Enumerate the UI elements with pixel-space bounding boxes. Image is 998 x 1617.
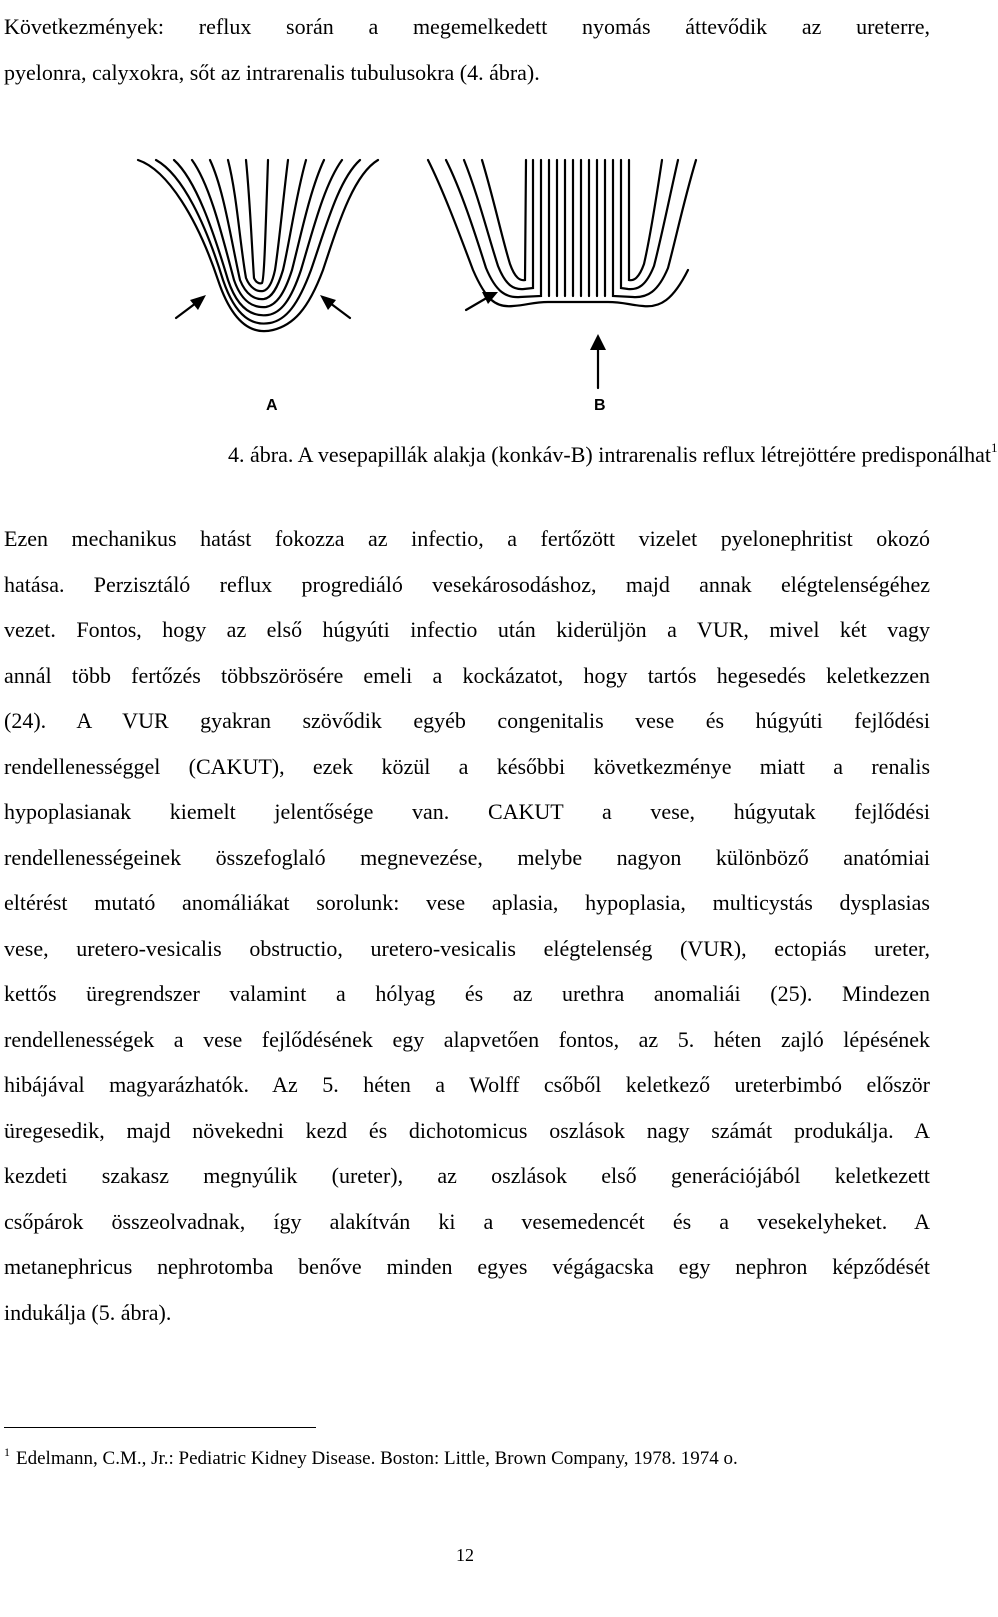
text-line: kezdeti szakasz megnyúlik (ureter), az oszlások első generációjából keletkezett (4, 1163, 930, 1188)
text-line: Következmények: reflux során a megemelkedett nyomás áttevődik az ureterre, (4, 14, 930, 39)
text-line: rendellenességek a vese fejlődésének egy alapvetően fontos, az 5. héten zajló lépésének (4, 1026, 930, 1052)
text-line: hibájával magyarázhatók. Az 5. héten a Wolff csőből keletkező ureterbimbó először (4, 1072, 930, 1097)
text-line: metanephricus nephrotomba benőve minden egyes végágacska egy nephron képződését (4, 1254, 930, 1279)
paragraph-consequences (4, 4, 930, 95)
text-line: pyelonra, calyxokra, sőt az intrarenalis tubulusokra (4. ábra). (4, 59, 540, 85)
text-line: rendellenességeinek összefoglaló megnevezése, melybe nagyon különböző anatómiai (4, 844, 930, 870)
text-line: vese, uretero-vesicalis obstructio, uretero-vesicalis elégtelenség (VUR), ectopiás ureter, (4, 935, 930, 961)
text-line: hypoplasianak kiemelt jelentősége van. CAKUT a vese, húgyutak fejlődési (4, 799, 930, 824)
text-line: vezet. Fontos, hogy az első húgyúti infectio után kiderüljön a VUR, mivel két vagy (4, 617, 930, 642)
text-line: üregesedik, majd növekedni kezd és dichotomicus oszlások nagy számát produkálja. A (4, 1117, 930, 1143)
footnote-divider (4, 1427, 316, 1428)
papilla-a-drawing (138, 160, 378, 331)
footnote-marker: 1 (4, 1445, 10, 1459)
page-number: 12 (456, 1545, 474, 1565)
text-line: annál több fertőzés többszörösére emeli a kockázatot, hogy tartós hegesedés keletkezzen (4, 662, 930, 688)
figure-caption (228, 425, 998, 477)
text-line: rendellenességgel (CAKUT), ezek közül a későbbi következménye miatt a renalis (4, 753, 930, 779)
papilla-figure (128, 130, 648, 420)
figure-label-b: B (594, 397, 606, 414)
arrows-b (466, 292, 606, 388)
text-line: indukálja (5. ábra). (4, 1299, 172, 1325)
footnote-text: Edelmann, C.M., Jr.: Pediatric Kidney Disease. Boston: Little, Brown Company, 1978. 1974 o. (16, 1448, 738, 1469)
papilla-b-drawing (428, 160, 696, 306)
figure-label-a: A (266, 397, 278, 414)
text-line: hatása. Perzisztáló reflux progrediáló vesekárosodáshoz, majd annak elégtelenségéhez (4, 571, 930, 597)
paragraph-main (4, 516, 930, 1335)
text-line: (24). A VUR gyakran szövődik egyéb congenitalis vese és húgyúti fejlődési (4, 708, 930, 733)
text-line: Ezen mechanikus hatást fokozza az infectio, a fertőzött vizelet pyelonephritist okozó (4, 526, 930, 551)
text-line: eltérést mutató anomáliákat sorolunk: vese aplasia, hypoplasia, multicystás dysplasias (4, 890, 930, 915)
caption-text: 4. ábra. A vesepapillák alakja (konkáv-B) intrarenalis reflux létrejöttére predisponálhat (228, 442, 991, 467)
footnote-reference[interactable]: 1 (991, 440, 998, 455)
footnote (4, 1437, 738, 1474)
text-line: csőpárok összeolvadnak, így alakítván ki a vesemedencét és a vesekelyheket. A (4, 1208, 930, 1234)
text-line: kettős üregrendszer valamint a hólyag és az urethra anomaliái (25). Mindezen (4, 981, 930, 1006)
